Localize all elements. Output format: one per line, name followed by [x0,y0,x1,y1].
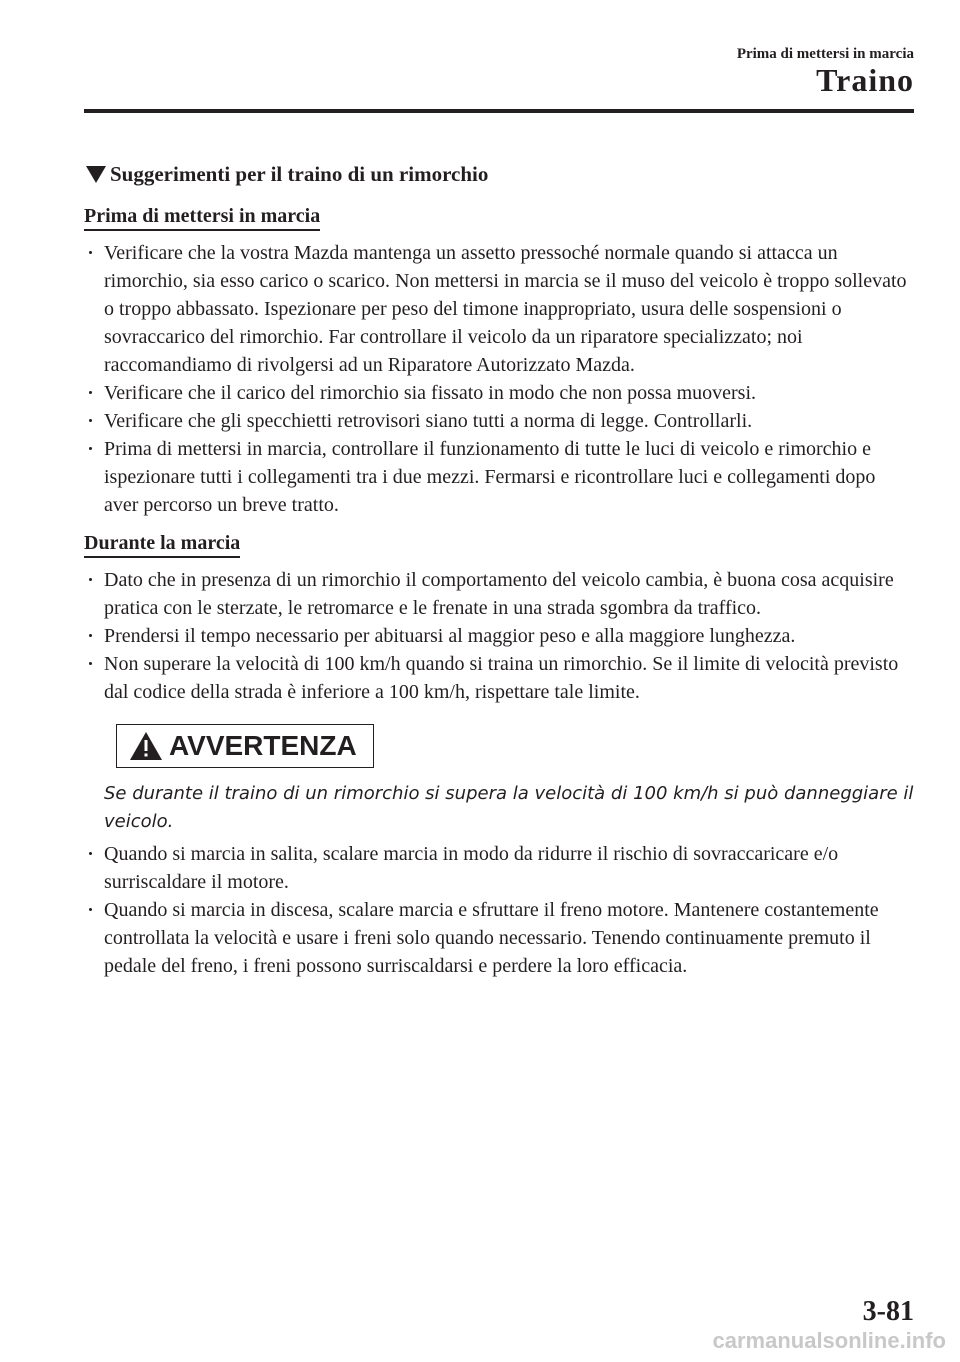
bullet-icon [89,578,92,581]
watermark: carmanualsonline.info [712,1328,946,1353]
header-section-name: Prima di mettersi in marcia [736,46,914,62]
list-item [84,239,914,379]
list-item [84,896,914,980]
bullet-icon [89,419,92,422]
subheading-while-driving: Durante la marcia [84,531,240,558]
list-item-text: Prendersi il tempo necessario per abituarsi al maggior peso e alla maggiore lunghezza. [104,625,796,647]
list-item [84,840,914,896]
list-item [84,435,914,519]
warning-box [116,724,374,768]
list-item [84,407,914,435]
bullet-list-after-warning [84,840,914,980]
page-title: Traino [816,62,914,98]
bullet-list-while-driving [84,566,914,706]
triangle-down-icon [86,166,106,183]
subsection-while-driving [84,529,914,980]
warning-text: Se durante il traino di un rimorchio si supera la velocità di 100 km/h si può danneggiare il veicolo. [104,783,914,832]
list-item-text: Non superare la velocità di 100 km/h quando si traina un rimorchio. Se il limite di velocità previsto dal codice della strada è inferiore a 100 km/h, rispettare tale limite. [104,653,899,703]
bullet-icon [89,852,92,855]
section-heading-text: Suggerimenti per il traino di un rimorchio [110,162,489,186]
list-item [84,566,914,622]
bullet-icon [89,908,92,911]
header-divider [84,109,914,113]
list-item-text: Verificare che la vostra Mazda mantenga un assetto pressoché normale quando si attacca un rimorchio, sia esso carico o scarico. Non mettersi in marcia se il muso del veicolo è troppo sollevato o troppo abbassato. Ispezionare per peso del timone inappropriato, usura delle sospensioni o sovraccarico del rimorchio. Far controllare il veicolo da un riparatore specializzato; noi raccomandiamo di rivolgersi ad un Riparatore Autorizzato Mazda. [104,242,907,376]
bullet-icon [89,391,92,394]
list-item [84,622,914,650]
subsection-before-driving [84,202,914,519]
list-item-text: Dato che in presenza di un rimorchio il comportamento del veicolo cambia, è buona cosa acquisire pratica con le sterzate, le retromarce e le frenate in una strada sgombra da traffico. [104,569,894,619]
list-item-text: Verificare che gli specchietti retrovisori siano tutti a norma di legge. Controllarli. [104,410,753,432]
list-item-text: Quando si marcia in salita, scalare marcia in modo da ridurre il rischio di sovraccaricare e/o surriscaldare il motore. [104,843,839,893]
bullet-list-before-driving [84,239,914,519]
list-item [84,379,914,407]
list-item-text: Prima di mettersi in marcia, controllare il funzionamento di tutte le luci di veicolo e rimorchio e ispezionare tutti i collegamenti tra i due mezzi. Fermarsi e ricontrollare luci e collegamenti dopo aver percorso un breve tratto. [104,438,876,516]
bullet-icon [89,447,92,450]
page-number: 3-81 [862,1296,914,1327]
list-item-text: Quando si marcia in discesa, scalare marcia e sfruttare il freno motore. Mantenere costantemente controllata la velocità e usare i freni solo quando necessario. Tenendo continuamente premuto il pedale del freno, i freni possono surriscaldarsi e perdere la loro efficacia. [104,899,879,977]
bullet-icon [89,251,92,254]
warning-triangle-icon [129,731,163,761]
subheading-before-driving: Prima di mettersi in marcia [84,204,320,231]
section-heading [86,160,914,188]
warning-label: AVVERTENZA [169,730,357,761]
list-item-text: Verificare che il carico del rimorchio sia fissato in modo che non possa muoversi. [104,382,757,404]
bullet-icon [89,634,92,637]
bullet-icon [89,662,92,665]
page-content [84,160,914,990]
list-item [84,650,914,706]
